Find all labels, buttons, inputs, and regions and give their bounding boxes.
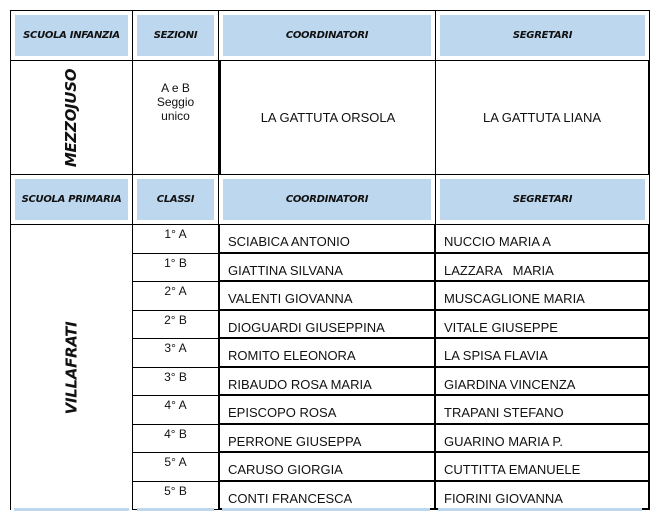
- table-row: [133, 254, 650, 283]
- coordinatore-cell: GIATTINA SILVANA: [219, 254, 436, 283]
- coordinatore-cell: VALENTI GIOVANNA: [219, 282, 436, 311]
- segretario-cell: CUTTITTA EMANUELE: [436, 453, 650, 482]
- classe-cell: 1° A: [133, 225, 219, 254]
- header-cell: [10, 175, 133, 225]
- plesso-cell: [10, 61, 133, 175]
- header-cell: [10, 11, 133, 61]
- segretario-cell: GUARINO MARIA P.: [436, 425, 650, 454]
- coordinatore-cell: EPISCOPO ROSA: [219, 396, 436, 425]
- classe-cell: 3° B: [133, 368, 219, 397]
- segretario-cell: MUSCAGLIONE MARIA: [436, 282, 650, 311]
- primaria-rows: [133, 225, 650, 510]
- sezioni-line: Seggio: [156, 95, 195, 109]
- header-classi: CLASSI: [137, 179, 214, 220]
- header-segretari: SEGRETARI: [440, 179, 645, 220]
- coordinatore-cell: DIOGUARDI GIUSEPPINA: [219, 311, 436, 340]
- classe-cell: 2° B: [133, 311, 219, 340]
- table-row: [133, 311, 650, 340]
- classe-cell: 5° A: [133, 453, 219, 482]
- table-row: [133, 339, 650, 368]
- segretario-cell: TRAPANI STEFANO: [436, 396, 650, 425]
- coordinatore-cell: PERRONE GIUSEPPA: [219, 425, 436, 454]
- header-sezioni: SEZIONI: [137, 15, 214, 56]
- classe-cell: 1° B: [133, 254, 219, 283]
- header-scuola-primaria: SCUOLA PRIMARIA: [15, 179, 128, 220]
- header-scuola-infanzia: SCUOLA INFANZIA: [15, 15, 128, 56]
- table-row: [133, 368, 650, 397]
- segretario-cell: VITALE GIUSEPPE: [436, 311, 650, 340]
- classe-cell: 3° A: [133, 339, 219, 368]
- infanzia-header-row: [10, 10, 650, 61]
- header-cell: [133, 175, 219, 225]
- segretario-cell: [436, 61, 650, 175]
- header-cell: [219, 175, 436, 225]
- table-row: [133, 225, 650, 254]
- coordinatore-cell: [219, 61, 436, 175]
- plesso-cell: [10, 225, 133, 510]
- table-row: [133, 282, 650, 311]
- header-coordinatori: COORDINATORI: [223, 15, 431, 56]
- classe-cell: 2° A: [133, 282, 219, 311]
- header-segretari: SEGRETARI: [440, 15, 645, 56]
- plesso-villafrati: VILLAFRATI: [62, 321, 81, 414]
- coordinators-table: [10, 10, 650, 510]
- coordinatore-cell: CARUSO GIORGIA: [219, 453, 436, 482]
- classe-cell: 4° B: [133, 425, 219, 454]
- segretario-cell: NUCCIO MARIA A: [436, 225, 650, 254]
- segretario-cell: LA SPISA FLAVIA: [436, 339, 650, 368]
- header-coordinatori: COORDINATORI: [223, 179, 431, 220]
- coordinatore-cell: ROMITO ELEONORA: [219, 339, 436, 368]
- primaria-header-row: [10, 175, 650, 225]
- sezioni-cell: [133, 61, 219, 175]
- header-cell: [133, 11, 219, 61]
- segretario-name: LA GATTUTA LIANA: [483, 110, 601, 125]
- sezioni-line: A e B: [161, 81, 190, 95]
- sezioni-line: unico: [161, 109, 190, 123]
- classe-cell: 5° B: [133, 482, 219, 511]
- infanzia-row: [10, 61, 650, 175]
- coordinatore-cell: CONTI FRANCESCA: [219, 482, 436, 511]
- primaria-body: [10, 225, 650, 510]
- header-cell: [219, 11, 436, 61]
- table-row: [133, 453, 650, 482]
- segretario-cell: LAZZARA MARIA: [436, 254, 650, 283]
- header-cell: [436, 11, 650, 61]
- table-row: [133, 425, 650, 454]
- header-cell: [436, 175, 650, 225]
- classe-cell: 4° A: [133, 396, 219, 425]
- table-row: [133, 482, 650, 511]
- coordinatore-cell: RIBAUDO ROSA MARIA: [219, 368, 436, 397]
- next-header-row-partial: [10, 508, 650, 512]
- segretario-cell: FIORINI GIOVANNA: [436, 482, 650, 511]
- segretario-cell: GIARDINA VINCENZA: [436, 368, 650, 397]
- table-row: [133, 396, 650, 425]
- coordinatore-cell: SCIABICA ANTONIO: [219, 225, 436, 254]
- coordinatore-name: LA GATTUTA ORSOLA: [260, 110, 396, 125]
- plesso-mezzojuso: MEZZOJUSO: [62, 68, 81, 167]
